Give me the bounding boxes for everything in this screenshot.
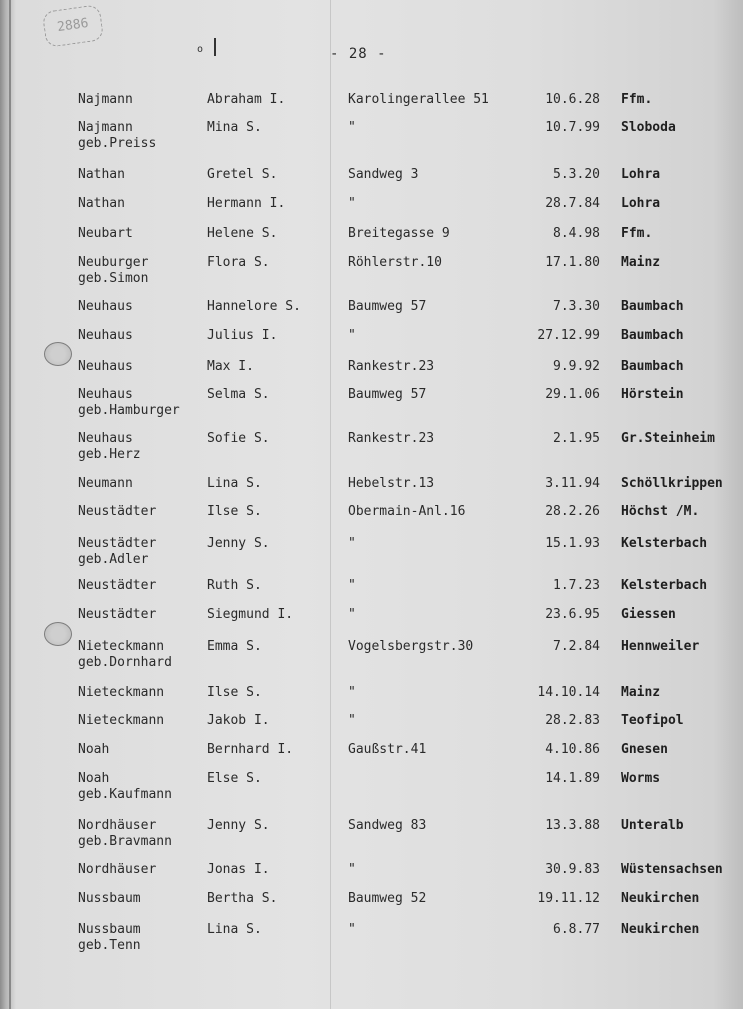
address-cell: " bbox=[348, 536, 356, 551]
surname-cell bbox=[78, 639, 172, 671]
surname: Neuhaus bbox=[78, 387, 133, 402]
first-name-cell: Gretel S. bbox=[207, 167, 278, 182]
birthplace-cell: Lohra bbox=[621, 167, 661, 182]
maiden-name: geb.Preiss bbox=[78, 136, 157, 151]
surname-cell bbox=[78, 226, 133, 242]
birth-date-cell: 23.6.95 bbox=[545, 607, 600, 622]
first-name-cell: Sofie S. bbox=[207, 431, 270, 446]
birthplace-cell: Sloboda bbox=[621, 120, 676, 135]
birthplace-cell: Baumbach bbox=[621, 359, 684, 374]
birthplace-cell: Mainz bbox=[621, 685, 661, 700]
birthplace-cell: Mainz bbox=[621, 255, 661, 270]
address-cell: Obermain-Anl.16 bbox=[348, 504, 466, 519]
surname-cell bbox=[78, 685, 164, 701]
birthplace-cell: Hennweiler bbox=[621, 639, 700, 654]
first-name-cell: Jenny S. bbox=[207, 818, 270, 833]
surname: Neumann bbox=[78, 476, 133, 491]
address-cell: Sandweg 3 bbox=[348, 167, 419, 182]
surname-cell bbox=[78, 196, 125, 212]
surname: Nordhäuser bbox=[78, 862, 157, 877]
birth-date-cell: 28.7.84 bbox=[545, 196, 600, 211]
birthplace-cell: Neukirchen bbox=[621, 922, 700, 937]
birthplace-cell: Unteralb bbox=[621, 818, 684, 833]
table-row bbox=[0, 922, 743, 958]
address-cell: Sandweg 83 bbox=[348, 818, 427, 833]
table-row bbox=[0, 387, 743, 423]
birthplace-cell: Gr.Steinheim bbox=[621, 431, 715, 446]
first-name-cell: Max I. bbox=[207, 359, 254, 374]
table-row bbox=[0, 818, 743, 854]
first-name-cell: Selma S. bbox=[207, 387, 270, 402]
surname: Neuhaus bbox=[78, 299, 133, 314]
surname: Nordhäuser bbox=[78, 818, 157, 833]
first-name-cell: Helene S. bbox=[207, 226, 278, 241]
first-name-cell: Jonas I. bbox=[207, 862, 270, 877]
surname: Nieteckmann bbox=[78, 639, 165, 654]
address-cell: " bbox=[348, 328, 356, 343]
first-name-cell: Hermann I. bbox=[207, 196, 286, 211]
birthplace-cell: Gnesen bbox=[621, 742, 668, 757]
address-cell: Röhlerstr.10 bbox=[348, 255, 442, 270]
maiden-name: geb.Herz bbox=[78, 447, 141, 462]
maiden-name: geb.Bravmann bbox=[78, 834, 172, 849]
surname: Nathan bbox=[78, 167, 125, 182]
address-cell: Baumweg 57 bbox=[348, 299, 427, 314]
surname: Noah bbox=[78, 771, 110, 786]
birth-date-cell: 1.7.23 bbox=[553, 578, 600, 593]
surname: Neustädter bbox=[78, 504, 157, 519]
birthplace-cell: Kelsterbach bbox=[621, 578, 708, 593]
address-cell: " bbox=[348, 607, 356, 622]
address-cell: " bbox=[348, 578, 356, 593]
first-name-cell: Jenny S. bbox=[207, 536, 270, 551]
address-cell: " bbox=[348, 713, 356, 728]
first-name-cell: Hannelore S. bbox=[207, 299, 301, 314]
birth-date-cell: 30.9.83 bbox=[545, 862, 600, 877]
surname-cell bbox=[78, 476, 133, 492]
maiden-name: geb.Simon bbox=[78, 271, 149, 286]
address-cell: " bbox=[348, 196, 356, 211]
maiden-name: geb.Adler bbox=[78, 552, 149, 567]
birth-date-cell: 14.1.89 bbox=[545, 771, 600, 786]
birth-date-cell: 6.8.77 bbox=[553, 922, 600, 937]
birthplace-cell: Hörstein bbox=[621, 387, 684, 402]
birthplace-cell: Ffm. bbox=[621, 92, 653, 107]
table-row bbox=[0, 120, 743, 156]
surname-cell bbox=[78, 299, 133, 315]
first-name-cell: Bernhard I. bbox=[207, 742, 294, 757]
address-cell: Baumweg 57 bbox=[348, 387, 427, 402]
surname-cell bbox=[78, 891, 141, 907]
address-cell: " bbox=[348, 120, 356, 135]
birthplace-cell: Schöllkrippen bbox=[621, 476, 723, 491]
birthplace-cell: Wüstensachsen bbox=[621, 862, 723, 877]
address-cell: Baumweg 52 bbox=[348, 891, 427, 906]
surname-cell bbox=[78, 818, 172, 850]
surname-cell bbox=[78, 255, 148, 287]
maiden-name: geb.Kaufmann bbox=[78, 787, 172, 802]
surname: Nathan bbox=[78, 196, 125, 211]
surname-cell bbox=[78, 387, 180, 419]
margin-mark: o bbox=[197, 44, 204, 55]
surname: Neustädter bbox=[78, 607, 157, 622]
surname: Neuburger bbox=[78, 255, 149, 270]
maiden-name: geb.Tenn bbox=[78, 938, 141, 953]
address-cell: Breitegasse 9 bbox=[348, 226, 450, 241]
table-row bbox=[0, 607, 743, 643]
surname: Neustädter bbox=[78, 536, 157, 551]
surname-cell bbox=[78, 607, 156, 623]
birthplace-cell: Teofipol bbox=[621, 713, 684, 728]
table-row bbox=[0, 639, 743, 675]
surname-cell bbox=[78, 578, 156, 594]
surname-cell bbox=[78, 742, 109, 758]
birth-date-cell: 8.4.98 bbox=[553, 226, 600, 241]
surname-cell bbox=[78, 359, 133, 375]
birth-date-cell: 10.7.99 bbox=[545, 120, 600, 135]
maiden-name: geb.Hamburger bbox=[78, 403, 180, 418]
birthplace-cell: Baumbach bbox=[621, 299, 684, 314]
birthplace-cell: Neukirchen bbox=[621, 891, 700, 906]
surname: Najmann bbox=[78, 120, 133, 135]
birthplace-cell: Ffm. bbox=[621, 226, 653, 241]
first-name-cell: Flora S. bbox=[207, 255, 270, 270]
birthplace-cell: Worms bbox=[621, 771, 661, 786]
surname-cell bbox=[78, 167, 125, 183]
surname: Neuhaus bbox=[78, 359, 133, 374]
first-name-cell: Siegmund I. bbox=[207, 607, 294, 622]
birth-date-cell: 2.1.95 bbox=[553, 431, 600, 446]
address-cell: " bbox=[348, 922, 356, 937]
surname: Neustädter bbox=[78, 578, 157, 593]
table-row bbox=[0, 504, 743, 540]
first-name-cell: Ilse S. bbox=[207, 685, 262, 700]
surname-cell bbox=[78, 120, 156, 152]
first-name-cell: Lina S. bbox=[207, 476, 262, 491]
margin-tick bbox=[214, 38, 216, 56]
table-row bbox=[0, 255, 743, 291]
table-row bbox=[0, 536, 743, 572]
address-cell: Karolingerallee 51 bbox=[348, 92, 489, 107]
birth-date-cell: 9.9.92 bbox=[553, 359, 600, 374]
birth-date-cell: 13.3.88 bbox=[545, 818, 600, 833]
first-name-cell: Bertha S. bbox=[207, 891, 278, 906]
table-row bbox=[0, 431, 743, 467]
birth-date-cell: 10.6.28 bbox=[545, 92, 600, 107]
birth-date-cell: 5.3.20 bbox=[553, 167, 600, 182]
archive-stamp: 2886 bbox=[42, 4, 104, 48]
birth-date-cell: 14.10.14 bbox=[537, 685, 600, 700]
page-number: - 28 - bbox=[330, 46, 387, 62]
birthplace-cell: Lohra bbox=[621, 196, 661, 211]
birth-date-cell: 19.11.12 bbox=[537, 891, 600, 906]
surname-cell bbox=[78, 92, 133, 108]
surname: Neubart bbox=[78, 226, 133, 241]
surname-cell bbox=[78, 504, 156, 520]
first-name-cell: Jakob I. bbox=[207, 713, 270, 728]
birth-date-cell: 27.12.99 bbox=[537, 328, 600, 343]
first-name-cell: Mina S. bbox=[207, 120, 262, 135]
address-cell: Rankestr.23 bbox=[348, 431, 435, 446]
address-cell: Hebelstr.13 bbox=[348, 476, 435, 491]
birth-date-cell: 17.1.80 bbox=[545, 255, 600, 270]
birthplace-cell: Kelsterbach bbox=[621, 536, 708, 551]
surname: Neuhaus bbox=[78, 328, 133, 343]
first-name-cell: Lina S. bbox=[207, 922, 262, 937]
address-cell: " bbox=[348, 862, 356, 877]
surname: Nussbaum bbox=[78, 922, 141, 937]
surname-cell bbox=[78, 922, 141, 954]
address-cell: " bbox=[348, 685, 356, 700]
surname-cell bbox=[78, 536, 156, 568]
birth-date-cell: 28.2.26 bbox=[545, 504, 600, 519]
first-name-cell: Abraham I. bbox=[207, 92, 286, 107]
birth-date-cell: 7.3.30 bbox=[553, 299, 600, 314]
first-name-cell: Else S. bbox=[207, 771, 262, 786]
maiden-name: geb.Dornhard bbox=[78, 655, 172, 670]
birthplace-cell: Giessen bbox=[621, 607, 676, 622]
surname: Nussbaum bbox=[78, 891, 141, 906]
first-name-cell: Emma S. bbox=[207, 639, 262, 654]
address-cell: Gaußstr.41 bbox=[348, 742, 427, 757]
birth-date-cell: 4.10.86 bbox=[545, 742, 600, 757]
surname-cell bbox=[78, 862, 156, 878]
birth-date-cell: 29.1.06 bbox=[545, 387, 600, 402]
first-name-cell: Ilse S. bbox=[207, 504, 262, 519]
birthplace-cell: Baumbach bbox=[621, 328, 684, 343]
birth-date-cell: 15.1.93 bbox=[545, 536, 600, 551]
surname-cell bbox=[78, 771, 172, 803]
birth-date-cell: 3.11.94 bbox=[545, 476, 600, 491]
surname: Nieteckmann bbox=[78, 685, 165, 700]
address-cell: Rankestr.23 bbox=[348, 359, 435, 374]
table-row bbox=[0, 771, 743, 807]
surname: Neuhaus bbox=[78, 431, 133, 446]
birthplace-cell: Höchst /M. bbox=[621, 504, 700, 519]
surname: Noah bbox=[78, 742, 110, 757]
first-name-cell: Ruth S. bbox=[207, 578, 262, 593]
surname: Nieteckmann bbox=[78, 713, 165, 728]
surname-cell bbox=[78, 431, 141, 463]
birth-date-cell: 7.2.84 bbox=[553, 639, 600, 654]
surname: Najmann bbox=[78, 92, 133, 107]
surname-cell bbox=[78, 713, 164, 729]
surname-cell bbox=[78, 328, 133, 344]
birth-date-cell: 28.2.83 bbox=[545, 713, 600, 728]
first-name-cell: Julius I. bbox=[207, 328, 278, 343]
address-cell: Vogelsbergstr.30 bbox=[348, 639, 474, 654]
